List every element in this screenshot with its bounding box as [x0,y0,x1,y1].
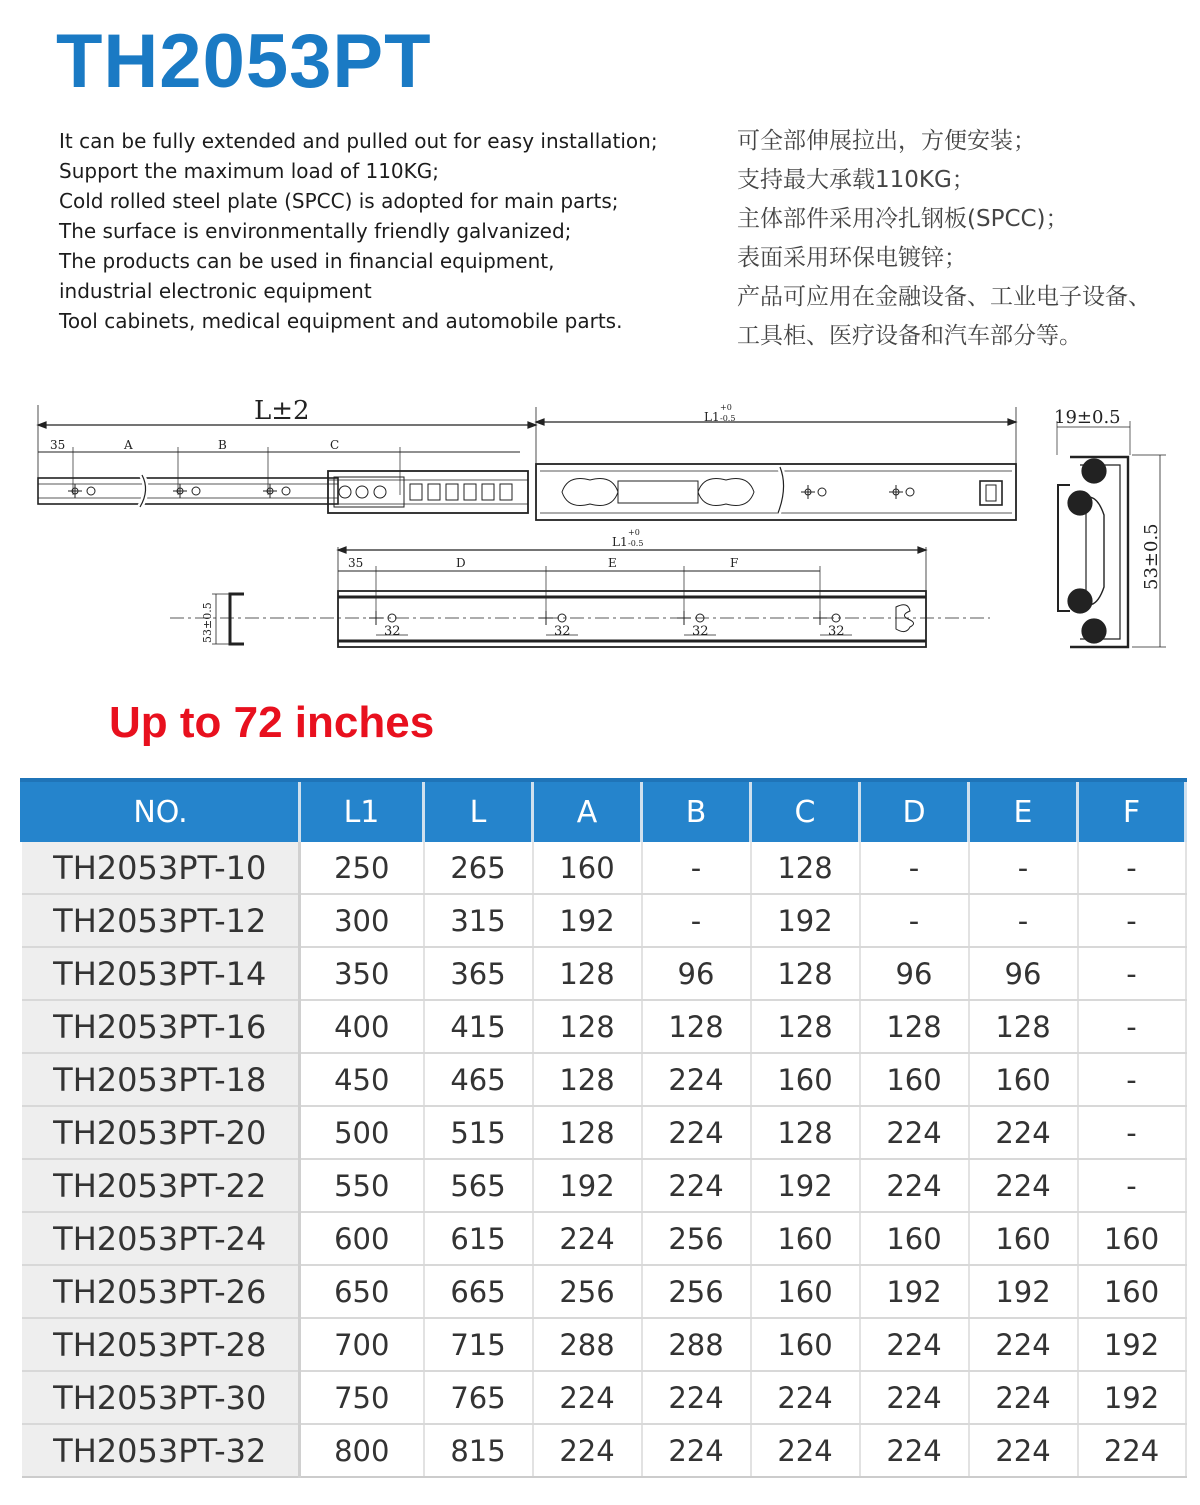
table-cell: 650 [300,1265,424,1318]
table-row [22,1053,1186,1106]
column-header: L1 [300,780,424,842]
table-cell: 224 [969,1424,1078,1477]
table-cell: 160 [1078,1265,1186,1318]
product-title: TH2053PT [56,19,432,104]
description-english [59,126,658,336]
table-cell: 224 [642,1106,751,1159]
table-cell: 224 [533,1212,642,1265]
table-cell: 160 [751,1318,860,1371]
table-cell: 224 [533,1371,642,1424]
table-cell: 224 [860,1159,969,1212]
table-cell: - [969,894,1078,947]
table-cell: 192 [1078,1371,1186,1424]
table-cell: 128 [751,1106,860,1159]
model-number-cell: TH2053PT-16 [22,1000,300,1053]
desc-zh-line: 支持最大承载110KG； [737,167,975,193]
table-cell: 192 [751,894,860,947]
table-cell: 160 [969,1053,1078,1106]
table-row [22,842,1186,894]
dim-32: 32 [828,624,845,639]
table-cell: 256 [642,1212,751,1265]
table-cell: 224 [751,1424,860,1477]
table-cell: 400 [300,1000,424,1053]
desc-zh-line: 主体部件采用冷扎钢板(SPCC)； [737,206,1069,232]
desc-zh-line: 产品可应用在金融设备、工业电子设备、 [737,284,1151,310]
table-cell: 288 [642,1318,751,1371]
table-cell: 415 [424,1000,533,1053]
table-cell: 224 [751,1371,860,1424]
dim-35-top: 35 [50,438,66,452]
column-header: L [424,780,533,842]
table-cell: - [969,842,1078,894]
table-cell: 615 [424,1212,533,1265]
desc-en-line: Tool cabinets, medical equipment and automobile parts. [59,309,623,333]
model-number-cell: TH2053PT-22 [22,1159,300,1212]
table-cell: 160 [1078,1212,1186,1265]
desc-zh-line: 表面采用环保电镀锌； [737,245,967,271]
max-length-heading: Up to 72 inches [109,698,435,747]
table-cell: 192 [533,894,642,947]
dim-l1-label-top: L1 [704,410,720,424]
table-cell: 192 [1078,1318,1186,1371]
dim-l1-tol-plus-top: +0 [720,403,732,412]
table-body [22,842,1186,1477]
dim-e: E [608,556,617,570]
table-cell: 128 [533,1053,642,1106]
table-row [22,1371,1186,1424]
table-cell: 224 [533,1424,642,1477]
desc-en-line: It can be fully extended and pulled out for easy installation; [59,129,658,153]
table-cell: 160 [533,842,642,894]
table-cell: 160 [751,1265,860,1318]
model-number-cell: TH2053PT-32 [22,1424,300,1477]
table-cell: - [1078,842,1186,894]
table-cell: 700 [300,1318,424,1371]
table-cell: 765 [424,1371,533,1424]
table-cell: 224 [860,1371,969,1424]
model-number-cell: TH2053PT-24 [22,1212,300,1265]
table-cell: 224 [1078,1424,1186,1477]
table-cell: 256 [533,1265,642,1318]
table-cell: 192 [751,1159,860,1212]
desc-en-line: The surface is environmentally friendly galvanized; [59,219,572,243]
dim-width-label: 19±0.5 [1054,407,1121,428]
table-cell: 96 [860,947,969,1000]
model-number-cell: TH2053PT-26 [22,1265,300,1318]
table-cell: - [1078,894,1186,947]
dim-l1-label-bottom: L1 [612,535,628,549]
table-cell: 750 [300,1371,424,1424]
table-cell: 815 [424,1424,533,1477]
table-cell: 250 [300,842,424,894]
table-row [22,894,1186,947]
table-cell: 600 [300,1212,424,1265]
table-cell: - [1078,1106,1186,1159]
dim-32: 32 [692,624,709,639]
table-cell: 160 [969,1212,1078,1265]
model-number-cell: TH2053PT-20 [22,1106,300,1159]
table-cell: 550 [300,1159,424,1212]
technical-drawing [0,385,1200,665]
table-cell: 128 [751,947,860,1000]
table-cell: 192 [533,1159,642,1212]
column-header: D [860,780,969,842]
table-cell: 565 [424,1159,533,1212]
table-cell: - [860,842,969,894]
table-cell: - [1078,947,1186,1000]
table-cell: - [642,842,751,894]
desc-en-line: Cold rolled steel plate (SPCC) is adopted for main parts; [59,189,619,213]
table-cell: 192 [860,1265,969,1318]
dim-a: A [124,438,133,452]
table-cell: - [1078,1000,1186,1053]
table-cell: 315 [424,894,533,947]
desc-en-line: The products can be used in financial equipment, [59,249,555,273]
desc-zh-line: 可全部伸展拉出，方便安装； [737,128,1036,154]
table-row [22,1318,1186,1371]
table-cell: 96 [969,947,1078,1000]
table-cell: 450 [300,1053,424,1106]
model-number-cell: TH2053PT-14 [22,947,300,1000]
table-cell: 800 [300,1424,424,1477]
table-row [22,1265,1186,1318]
desc-en-line: Support the maximum load of 110KG; [59,159,439,183]
spec-table [20,778,1187,1478]
table-cell: 160 [751,1053,860,1106]
table-cell: 224 [860,1424,969,1477]
table-row [22,947,1186,1000]
model-number-cell: TH2053PT-18 [22,1053,300,1106]
table-cell: 160 [860,1212,969,1265]
table-cell: 288 [533,1318,642,1371]
table-cell: 128 [860,1000,969,1053]
dim-32: 32 [384,624,401,639]
dim-32: 32 [554,624,571,639]
column-header: F [1078,780,1186,842]
table-cell: 224 [969,1371,1078,1424]
table-cell: - [642,894,751,947]
table-cell: 192 [969,1265,1078,1318]
table-cell: 128 [533,1000,642,1053]
model-number-cell: TH2053PT-30 [22,1371,300,1424]
desc-zh-line: 工具柜、医疗设备和汽车部分等。 [737,323,1082,349]
table-cell: 128 [751,842,860,894]
table-cell: 160 [751,1212,860,1265]
dim-35-bottom: 35 [348,556,364,570]
table-cell: - [860,894,969,947]
dim-height-label-profile: 53±0.5 [1141,523,1162,590]
dim-b: B [218,438,227,452]
table-cell: 128 [751,1000,860,1053]
table-cell: 265 [424,842,533,894]
table-row [22,1159,1186,1212]
table-cell: 224 [969,1318,1078,1371]
table-cell: 96 [642,947,751,1000]
table-cell: 224 [642,1053,751,1106]
dim-d: D [456,556,466,570]
table-cell: 224 [642,1424,751,1477]
column-header: E [969,780,1078,842]
dim-length-label: L±2 [254,396,310,426]
desc-en-line: industrial electronic equipment [59,279,372,303]
table-row [22,1212,1186,1265]
table-cell: 300 [300,894,424,947]
table-cell: 224 [969,1106,1078,1159]
table-cell: 224 [642,1371,751,1424]
table-cell: 224 [860,1318,969,1371]
model-number-cell: TH2053PT-28 [22,1318,300,1371]
table-cell: - [1078,1053,1186,1106]
column-header: NO. [22,780,300,842]
table-cell: 350 [300,947,424,1000]
column-header: A [533,780,642,842]
table-row [22,1000,1186,1053]
dim-height-label-section: 53±0.5 [201,602,214,643]
table-cell: 500 [300,1106,424,1159]
dim-f: F [730,556,739,570]
table-header-row [22,780,1186,842]
table-cell: 665 [424,1265,533,1318]
table-cell: 128 [969,1000,1078,1053]
table-cell: 160 [860,1053,969,1106]
dim-l1-tol-minus-top: -0.5 [720,414,736,423]
table-cell: 365 [424,947,533,1000]
column-header: C [751,780,860,842]
table-row [22,1106,1186,1159]
dim-c: C [330,438,340,452]
table-cell: 715 [424,1318,533,1371]
table-cell: 256 [642,1265,751,1318]
table-cell: - [1078,1159,1186,1212]
table-cell: 128 [533,947,642,1000]
table-cell: 224 [860,1106,969,1159]
table-cell: 224 [642,1159,751,1212]
model-number-cell: TH2053PT-10 [22,842,300,894]
table-cell: 224 [969,1159,1078,1212]
table-cell: 128 [642,1000,751,1053]
table-cell: 128 [533,1106,642,1159]
table-cell: 465 [424,1053,533,1106]
model-number-cell: TH2053PT-12 [22,894,300,947]
table-row [22,1424,1186,1477]
column-header: B [642,780,751,842]
description-chinese [737,122,1151,356]
dim-l1-tol-minus-bottom: -0.5 [628,539,644,548]
dim-l1-tol-plus-bottom: +0 [628,528,640,537]
table-cell: 515 [424,1106,533,1159]
